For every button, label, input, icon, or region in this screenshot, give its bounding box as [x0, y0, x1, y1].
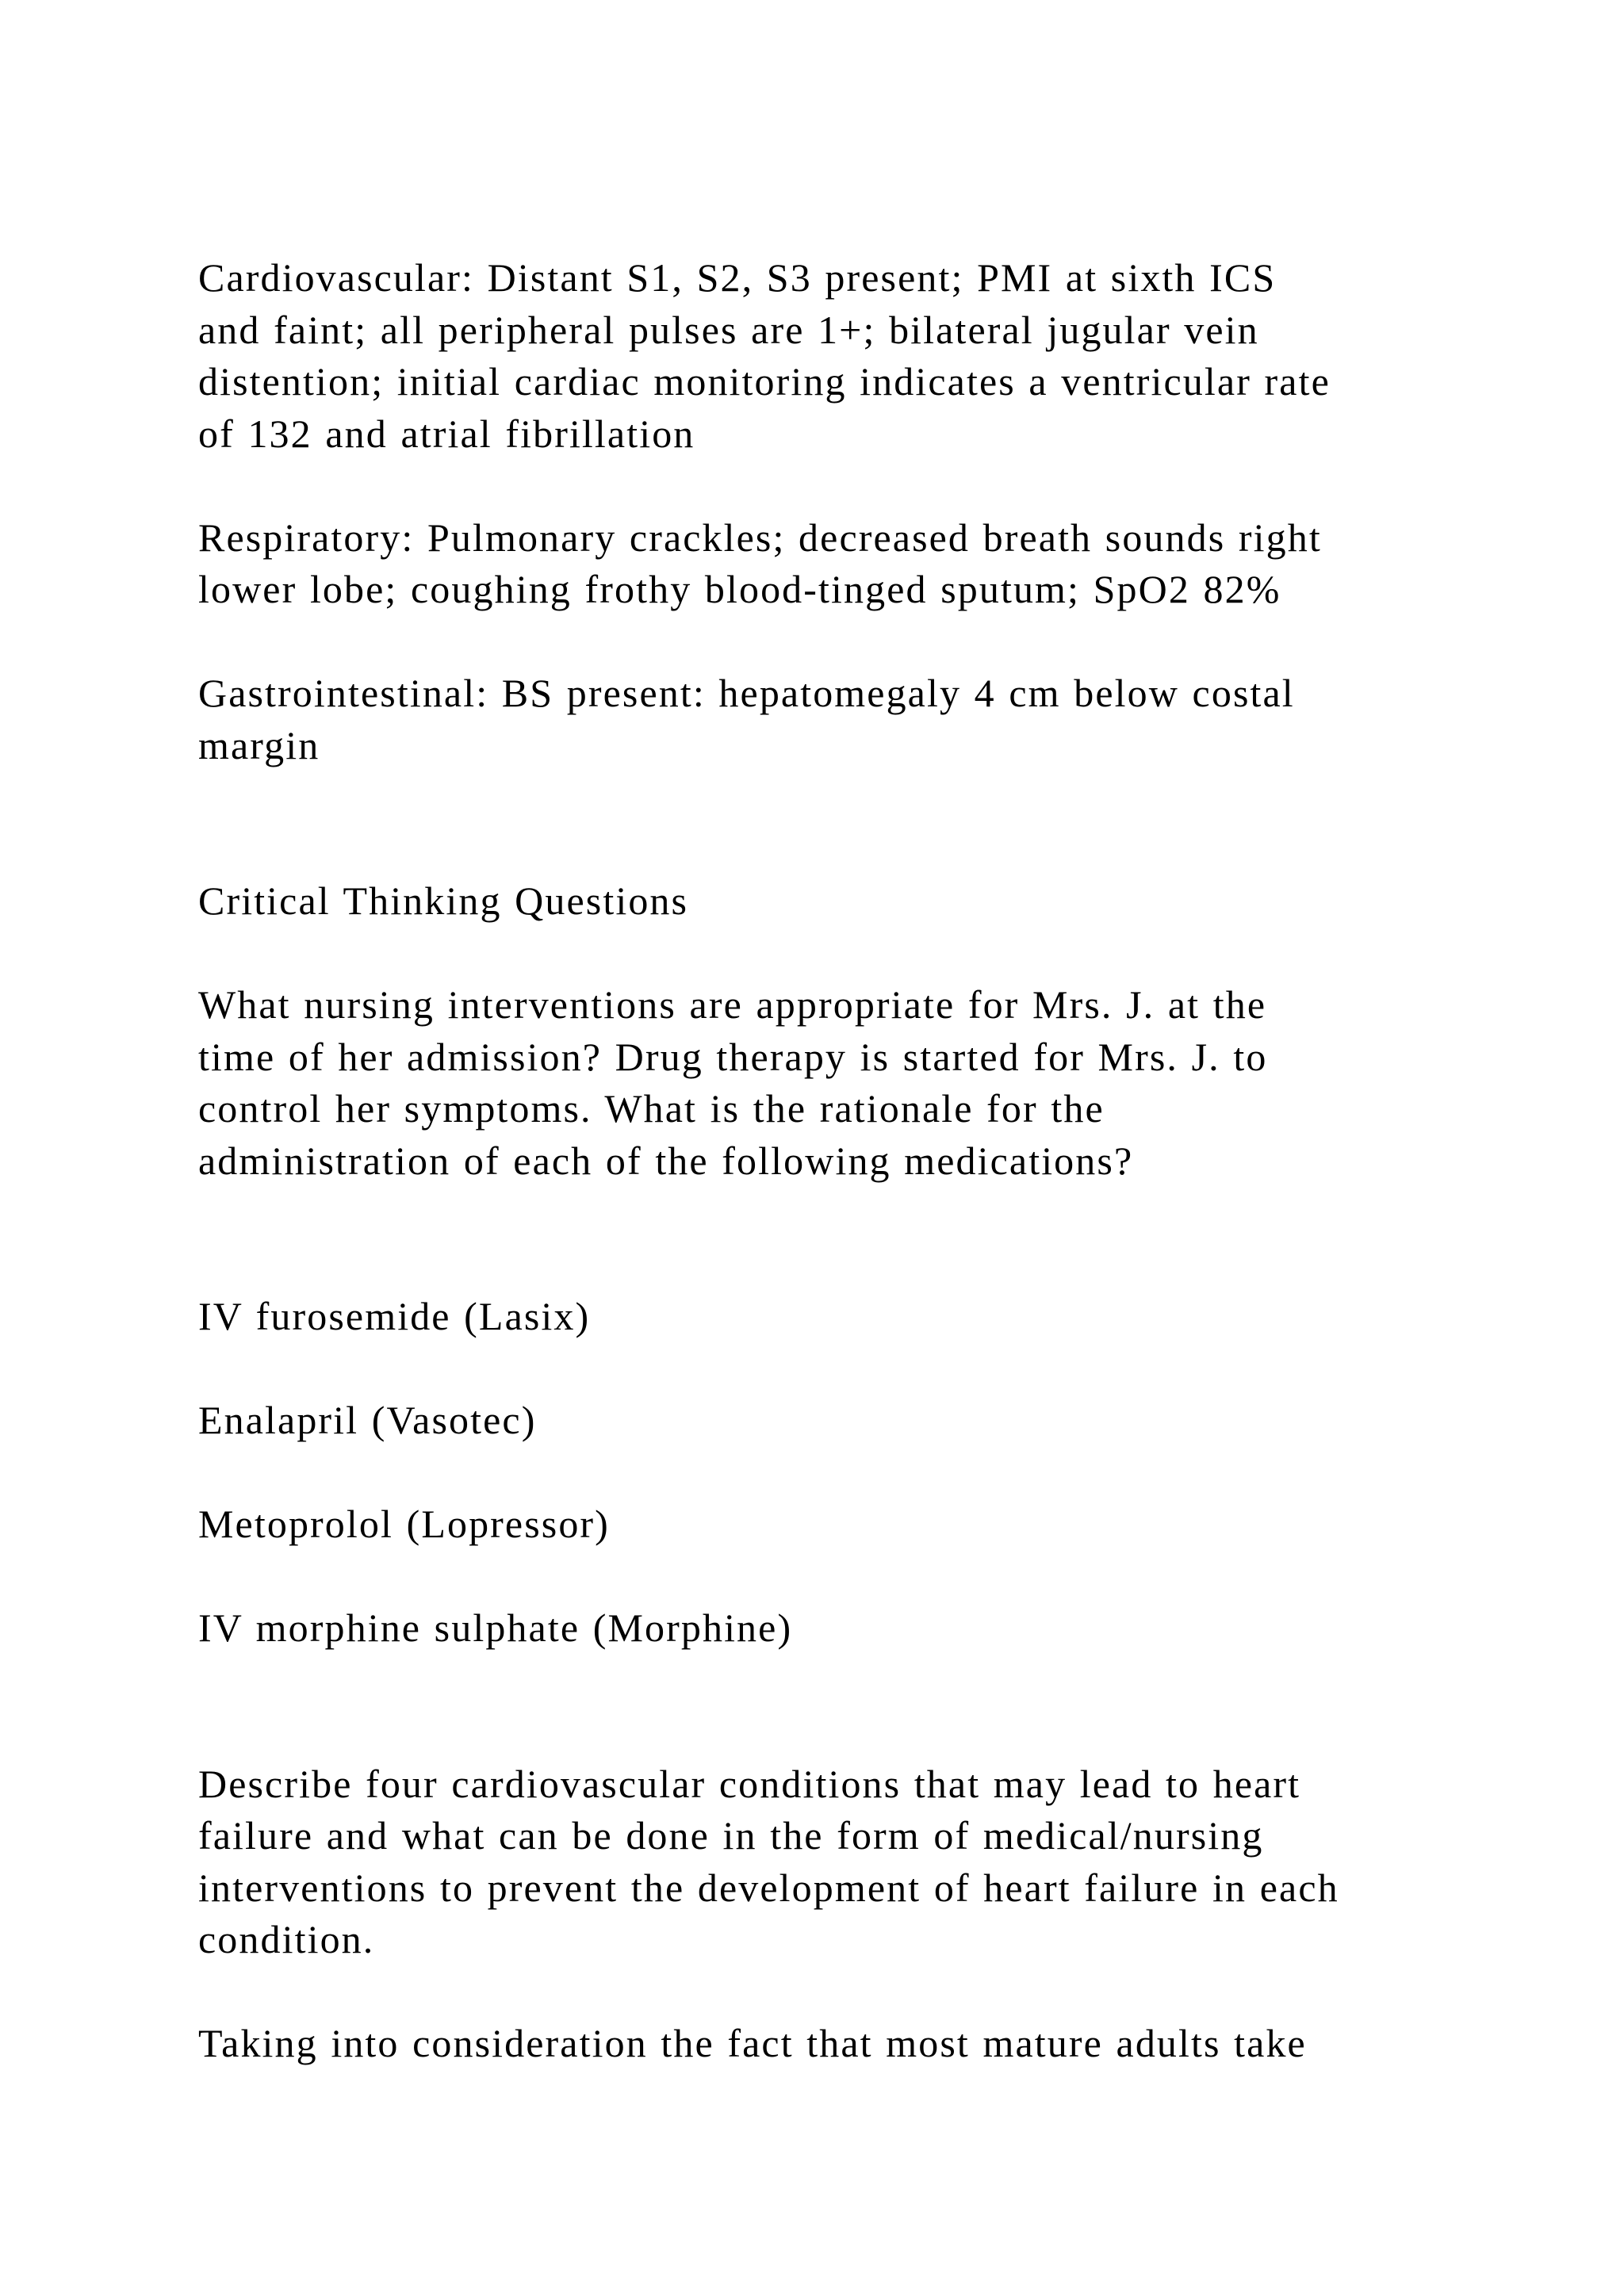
section-heading: Critical Thinking Questions [198, 878, 689, 923]
medication-item: IV furosemide (Lasix) [198, 1294, 591, 1338]
medication-item: Metoprolol (Lopressor) [198, 1502, 610, 1546]
medication-item: Enalapril (Vasotec) [198, 1398, 537, 1442]
text-line: Taking into consideration the fact that most mature adults take [198, 2021, 1307, 2065]
question-paragraph [198, 2018, 1483, 2070]
gastrointestinal-paragraph [198, 668, 1483, 771]
text-line: margin [198, 722, 320, 767]
text-line: failure and what can be done in the form of medical/nursing [198, 1813, 1264, 1858]
text-line: distention; initial cardiac monitoring indicates a ventricular rate [198, 359, 1331, 404]
text-line: and faint; all peripheral pulses are 1+; bilateral jugular vein [198, 307, 1259, 352]
text-line: time of her admission? Drug therapy is started for Mrs. J. to [198, 1034, 1268, 1079]
text-line: administration of each of the following medications? [198, 1138, 1134, 1183]
text-line: What nursing interventions are appropriate for Mrs. J. at the [198, 982, 1267, 1027]
respiratory-paragraph [198, 512, 1483, 616]
text-line: lower lobe; coughing frothy blood-tinged sputum; SpO2 82% [198, 567, 1281, 611]
text-line: Describe four cardiovascular conditions that may lead to heart [198, 1761, 1301, 1806]
cardiovascular-paragraph [198, 252, 1483, 460]
document-body [198, 252, 1483, 2070]
medication-item: IV morphine sulphate (Morphine) [198, 1605, 793, 1650]
text-line: condition. [198, 1917, 375, 1961]
question-paragraph [198, 1758, 1483, 1966]
text-line: Respiratory: Pulmonary crackles; decreased breath sounds right [198, 515, 1322, 560]
text-line: Gastrointestinal: BS present: hepatomegaly 4 cm below costal [198, 671, 1295, 715]
question-paragraph [198, 979, 1483, 1187]
text-line: of 132 and atrial fibrillation [198, 411, 695, 456]
text-line: interventions to prevent the development of heart failure in each [198, 1865, 1339, 1910]
text-line: control her symptoms. What is the rationale for the [198, 1086, 1105, 1131]
text-line: Cardiovascular: Distant S1, S2, S3 present; PMI at sixth ICS [198, 255, 1277, 300]
